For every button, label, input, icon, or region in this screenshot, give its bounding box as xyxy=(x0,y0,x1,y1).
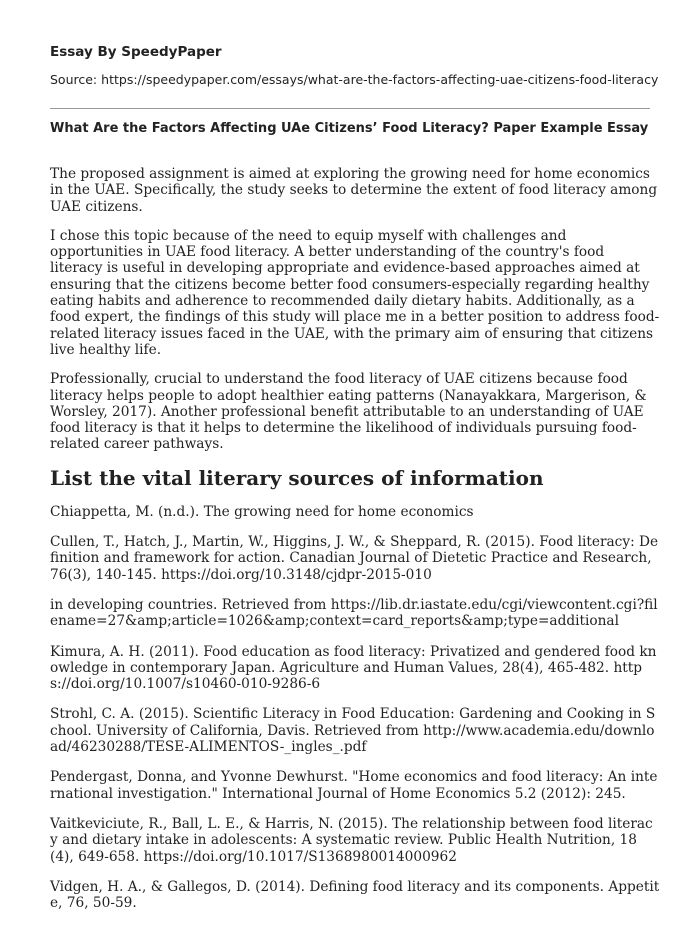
reference-item: Kimura, A. H. (2011). Food education as food literacy: Privatized and gendered food knowledge in contemporary Japan. Agriculture and Human Values, 28(4), 465-482. https://doi.org/10.1007/s10460-010-9286-6 xyxy=(50,643,657,693)
paragraph: The proposed assignment is aimed at exploring the growing need for home economics in the UAE. Specifically, the study seeks to determine the extent of food literacy among UAE citizens. xyxy=(50,166,658,215)
reference-item: Vaitkeviciute, R., Ball, L. E., & Harris, N. (2015). The relationship between food literacy and dietary intake in adolescents: A systematic review. Public Health Nutrition, 18(4), 649-658. https://doi.org/10.1017/S1368980014000962 xyxy=(50,815,653,865)
reference-item: Cullen, T., Hatch, J., Martin, W., Higgins, J. W., & Sheppard, R. (2015). Food literacy: Definition and framework for action. Canadian Journal of Dietetic Practice and Research, 76(3), 140-145. https://doi.org/10.3148/cjdpr-2015-010 xyxy=(50,534,659,583)
reference-item: Pendergast, Donna, and Yvonne Dewhurst. "Home economics and food literacy: An international investigation." International Journal of Home Economics 5.2 (2012): 245. xyxy=(50,769,658,802)
reference-item: Chiappetta, M. (n.d.). The growing need for home economics xyxy=(50,503,474,520)
source-link[interactable]: https://speedypaper.com/essays/what-are-the-factors-affecting-uae-citizens-food-literacy xyxy=(101,72,659,87)
paragraph: I chose this topic because of the need to equip myself with challenges and opportunities in UAE food literacy. A better understanding of the country's food literacy is useful in developing appropriate and evidence-based approaches aimed at ensuring that the citizens become better food consumers-especially regarding healthy eating habits and adherence to recommended daily dietary habits. Additionally, as a food expert, the findings of this study will place me in a better position to address food-related literacy issues faced in the UAE, with the primary aim of ensuring that citizens live healthy life. xyxy=(50,227,660,358)
reference-item: Vidgen, H. A., & Gallegos, D. (2014). Defining food literacy and its components. Appetite, 76, 50-59. xyxy=(50,878,660,912)
paragraph: Professionally, crucial to understand the food literacy of UAE citizens because food literacy helps people to adopt healthier eating patterns (Nanayakkara, Margerison, & Worsley, 2017). Another professional benefit attributable to an understanding of UAE food literacy is that it helps to determine the likelihood of individuals pursuing food-related career pathways. xyxy=(50,371,647,453)
reference-item: Strohl, C. A. (2015). Scientific Literacy in Food Education: Gardening and Cooking in School. University of California, Davis. Retrieved from http://www.academia.edu/download/46230288/TESE-ALIMENTOS-_ingles_.pdf xyxy=(50,706,656,756)
brand-title: Essay By SpeedyPaper xyxy=(50,44,222,60)
reference-list xyxy=(50,504,660,912)
source-label: Source: xyxy=(50,72,98,87)
reference-item: in developing countries. Retrieved from https://lib.dr.iastate.edu/cgi/viewcontent.cgi?filename=27&amp;article=1026&amp;context=card_reports&amp;type=additional xyxy=(50,596,658,630)
essay-content xyxy=(50,166,660,925)
document-title: What Are the Factors Affecting UAe Citizens’ Food Literacy? Paper Example Essay xyxy=(50,121,649,136)
source-line xyxy=(50,72,658,87)
header-divider xyxy=(50,108,650,109)
section-heading: List the vital literary sources of information xyxy=(50,465,544,490)
